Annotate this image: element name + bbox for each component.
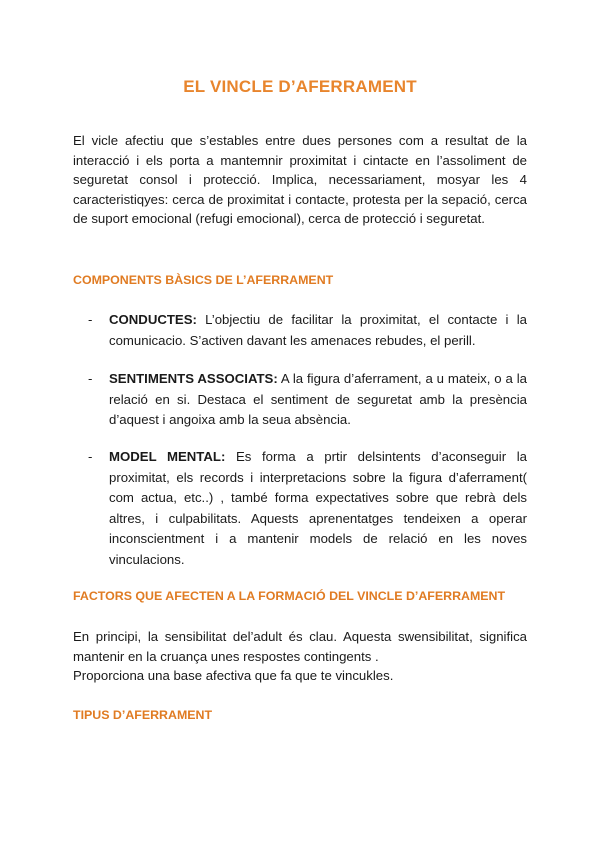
section-heading-factors: FACTORS QUE AFECTEN A LA FORMACIÓ DEL VINCLE D’AFERRAMENT xyxy=(73,589,506,603)
list-dash: - xyxy=(88,312,93,327)
item-label: CONDUCTES: xyxy=(109,312,197,327)
item-body: A la figura d’aferrament, a u mateix, o a la relació en si. Destaca el sentiment de seguretat amb la presència d’aquest i angoixa amb la seua absència. xyxy=(109,371,527,427)
item-body: L’objectiu de facilitar la proximitat, el contacte i la comunicacio. S’activen davant les amenaces rebudes, el perill. xyxy=(109,312,527,348)
factors-paragraph-2: Proporciona una base afectiva que fa que te vincukles. xyxy=(73,668,394,683)
item-label: MODEL MENTAL: xyxy=(109,449,226,464)
list-dash: - xyxy=(88,371,93,386)
list-item-text xyxy=(109,369,527,431)
list-dash: - xyxy=(88,449,93,464)
list-item-sentiments xyxy=(90,369,527,431)
list-item-conductes xyxy=(90,310,527,351)
factors-paragraph: En principi, la sensibilitat del’adult és clau. Aquesta swensibilitat, significa mantenir en la cruança unes respostes contingents . xyxy=(73,629,527,664)
list-item-model-mental xyxy=(90,447,527,570)
intro-paragraph: El vicle afectiu que s’estables entre dues persones com a resultat de la interacció i els porta a mantemnir proximitat i cintacte en l’assoliment de seguretat consol i protecció. Implica, necessariament, mosyar les 4 caracteristiqyes: cerca de proximitat i contacte, protesta per la sepació, cerca de suport emocional (refugi emocional), cerca de protecció i seguretat. xyxy=(73,133,527,227)
document-title: EL VINCLE D’AFERRAMENT xyxy=(183,77,417,96)
section-heading-components: COMPONENTS BÀSICS DE L’AFERRAMENT xyxy=(73,273,334,287)
item-label: SENTIMENTS ASSOCIATS: xyxy=(109,371,278,386)
section-heading-tipus: TIPUS D’AFERRAMENT xyxy=(73,708,213,722)
list-item-text xyxy=(109,310,527,351)
list-item-text xyxy=(109,447,527,570)
item-body: Es forma a prtir delsintents d’aconseguir la proximitat, els records i interpretacions sobre la figura d’aferrament( com actua, etc..) , també forma expectatives sobre que rebrà dels altres, i culpabilitats. Aquests aprenentatges tendeixen a operar inconscientment i a mantenir models de relació en les noves vinculacions. xyxy=(109,449,527,567)
